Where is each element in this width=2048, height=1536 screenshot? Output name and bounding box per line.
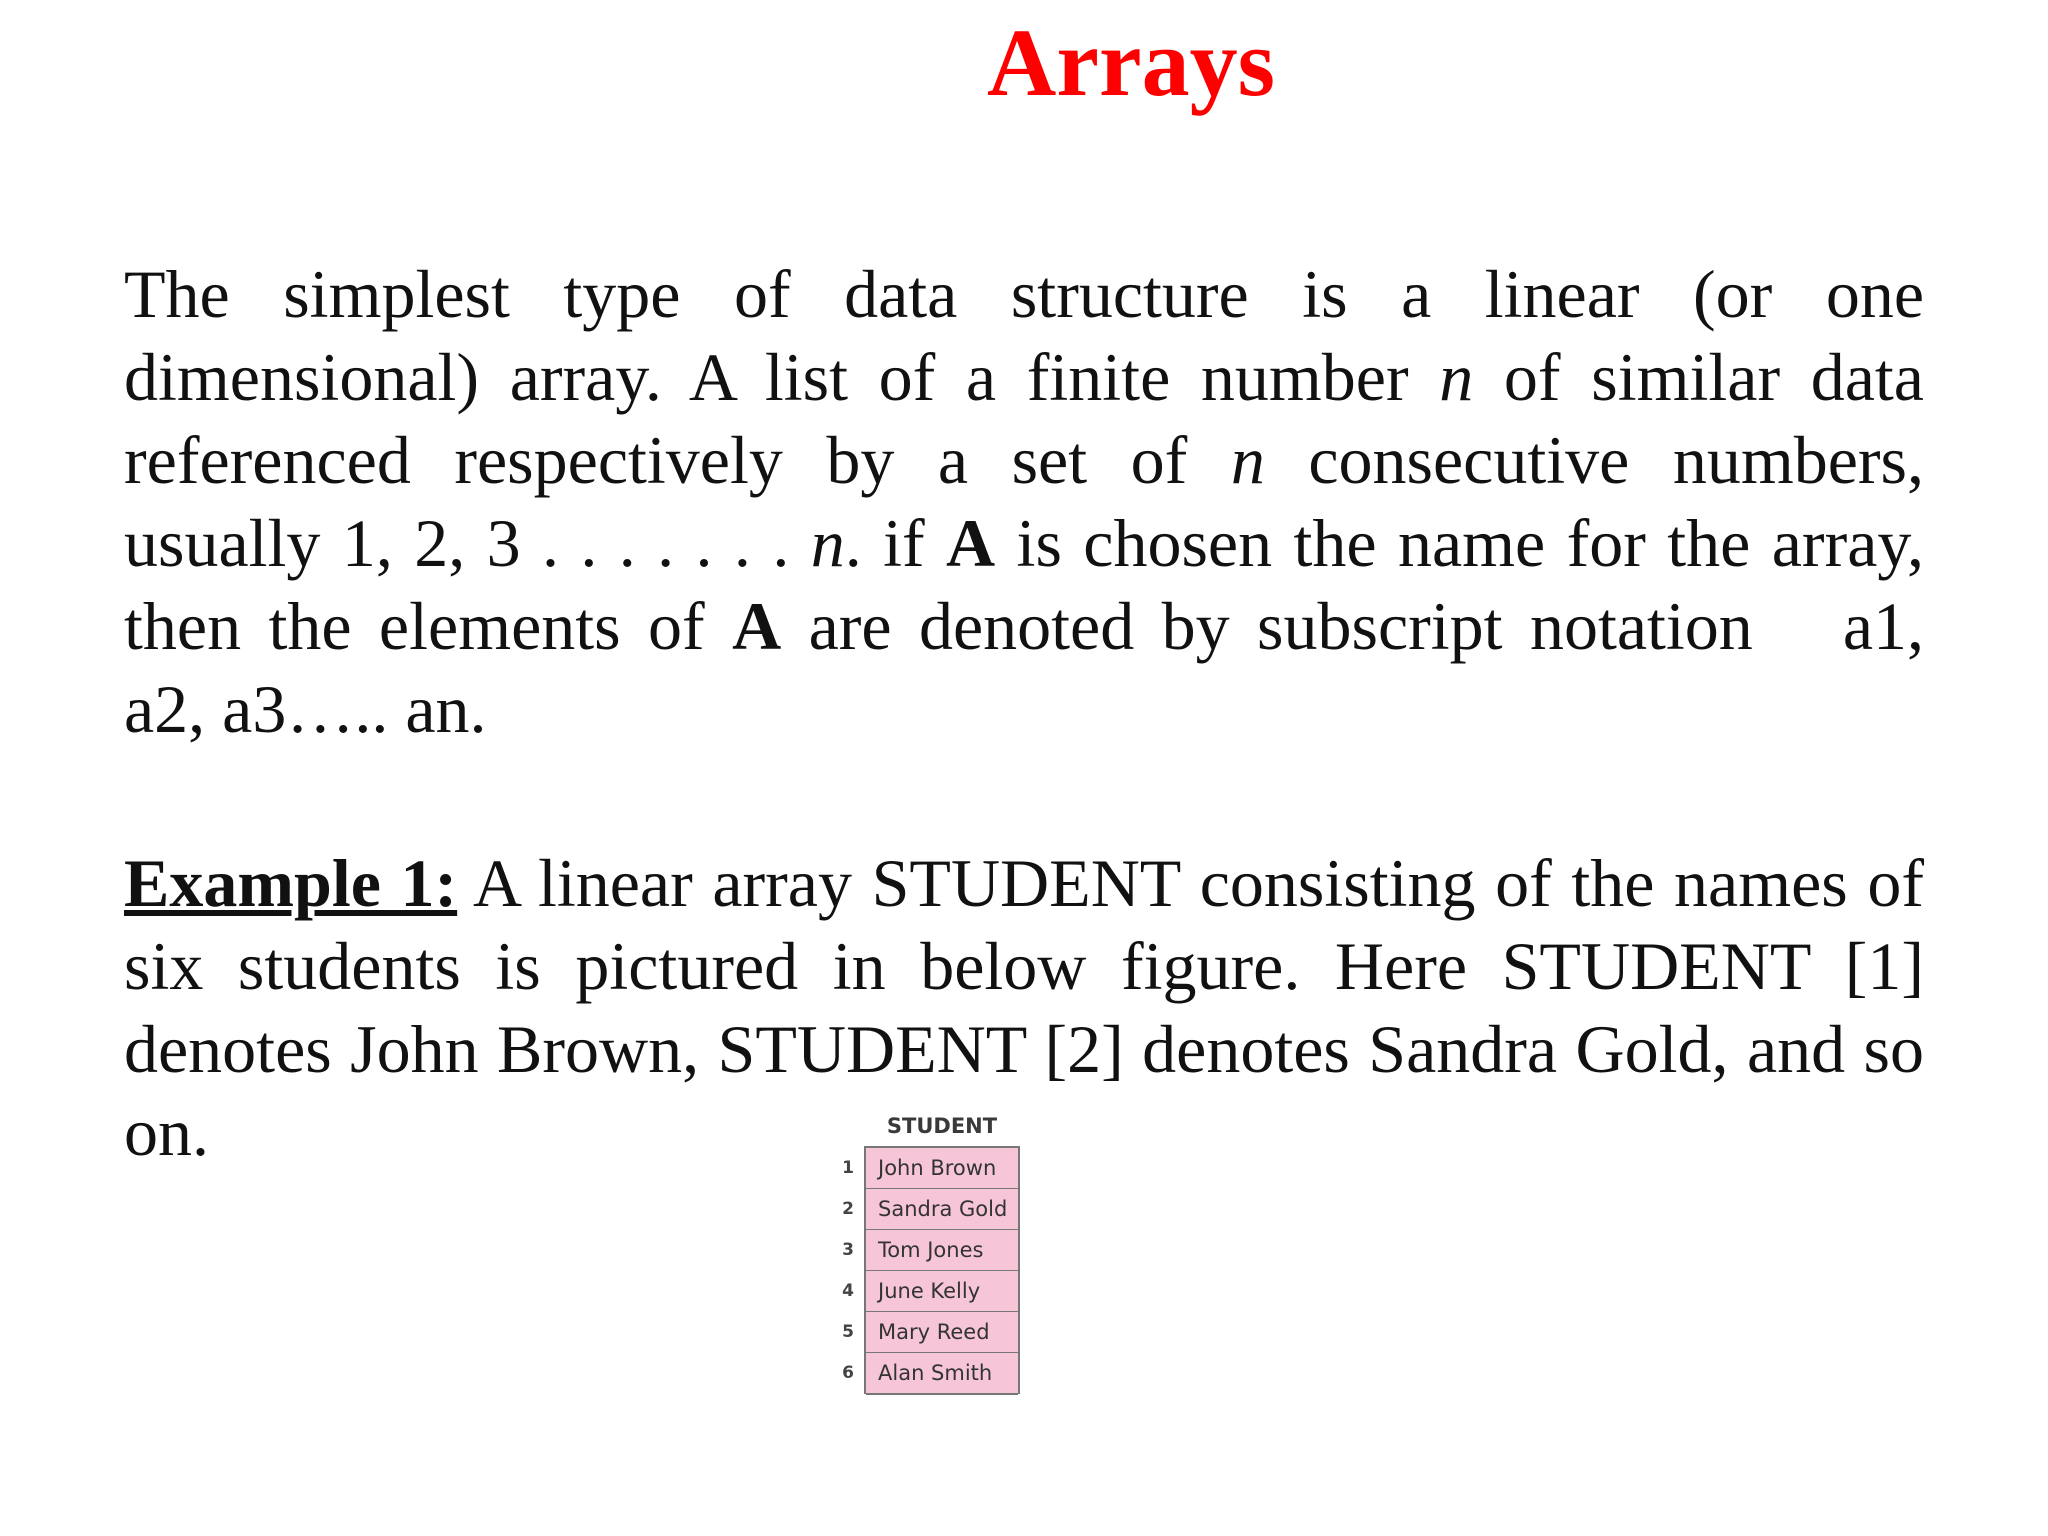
- array-cell: June Kelly: [866, 1271, 1018, 1313]
- array-index: 4: [842, 1281, 854, 1301]
- page-title: Arrays: [987, 9, 1275, 116]
- text-run: of similar data referenced respectively by a set of: [124, 339, 1924, 498]
- bold-a: A: [946, 505, 996, 581]
- array-index: 3: [842, 1240, 854, 1260]
- array-row: [842, 1312, 1018, 1353]
- text-run: is chosen the name for the array, then the elements of: [124, 505, 1924, 664]
- array-index: 5: [842, 1322, 854, 1342]
- text-run: a1, a2, a3….. an.: [124, 588, 1924, 747]
- text-run: The simplest type of data structure is a linear (or one dimensional) array. A list of a finite number: [124, 256, 1924, 415]
- array-cell: Alan Smith: [866, 1353, 1018, 1395]
- figure-title: STUDENT: [886, 1114, 998, 1138]
- array-cell: Mary Reed: [866, 1312, 1018, 1354]
- text-run: are denoted by subscript notation: [781, 588, 1753, 664]
- example-paragraph: [124, 842, 1924, 1174]
- text-run: . if: [844, 505, 947, 581]
- array-cell: John Brown: [866, 1148, 1018, 1190]
- array-cell: Sandra Gold: [866, 1189, 1018, 1231]
- array-cell: Tom Jones: [866, 1230, 1018, 1272]
- array-cells: [842, 1146, 1020, 1394]
- example-text: A linear array STUDENT consisting of the names of six students is pictured in below figure. Here STUDENT [1] denotes John Brown, STUDENT [2] denotes Sandra Gold, and so on.: [124, 845, 1924, 1170]
- definition-paragraph: [124, 253, 1924, 751]
- example-label: Example 1:: [124, 845, 458, 921]
- text-run: consecutive numbers, usually 1, 2, 3 . . . . . . .: [124, 422, 1924, 581]
- italic-n: n: [810, 505, 845, 581]
- array-index: 6: [842, 1363, 854, 1383]
- array-index: 2: [842, 1199, 854, 1219]
- array-row: [842, 1148, 1018, 1189]
- array-row: [842, 1230, 1018, 1271]
- bold-a: A: [732, 588, 782, 664]
- array-row: [842, 1271, 1018, 1312]
- array-index: 1: [842, 1158, 854, 1178]
- italic-n: n: [1439, 339, 1474, 415]
- array-row: [842, 1189, 1018, 1230]
- array-row: [842, 1353, 1018, 1394]
- italic-n: n: [1230, 422, 1265, 498]
